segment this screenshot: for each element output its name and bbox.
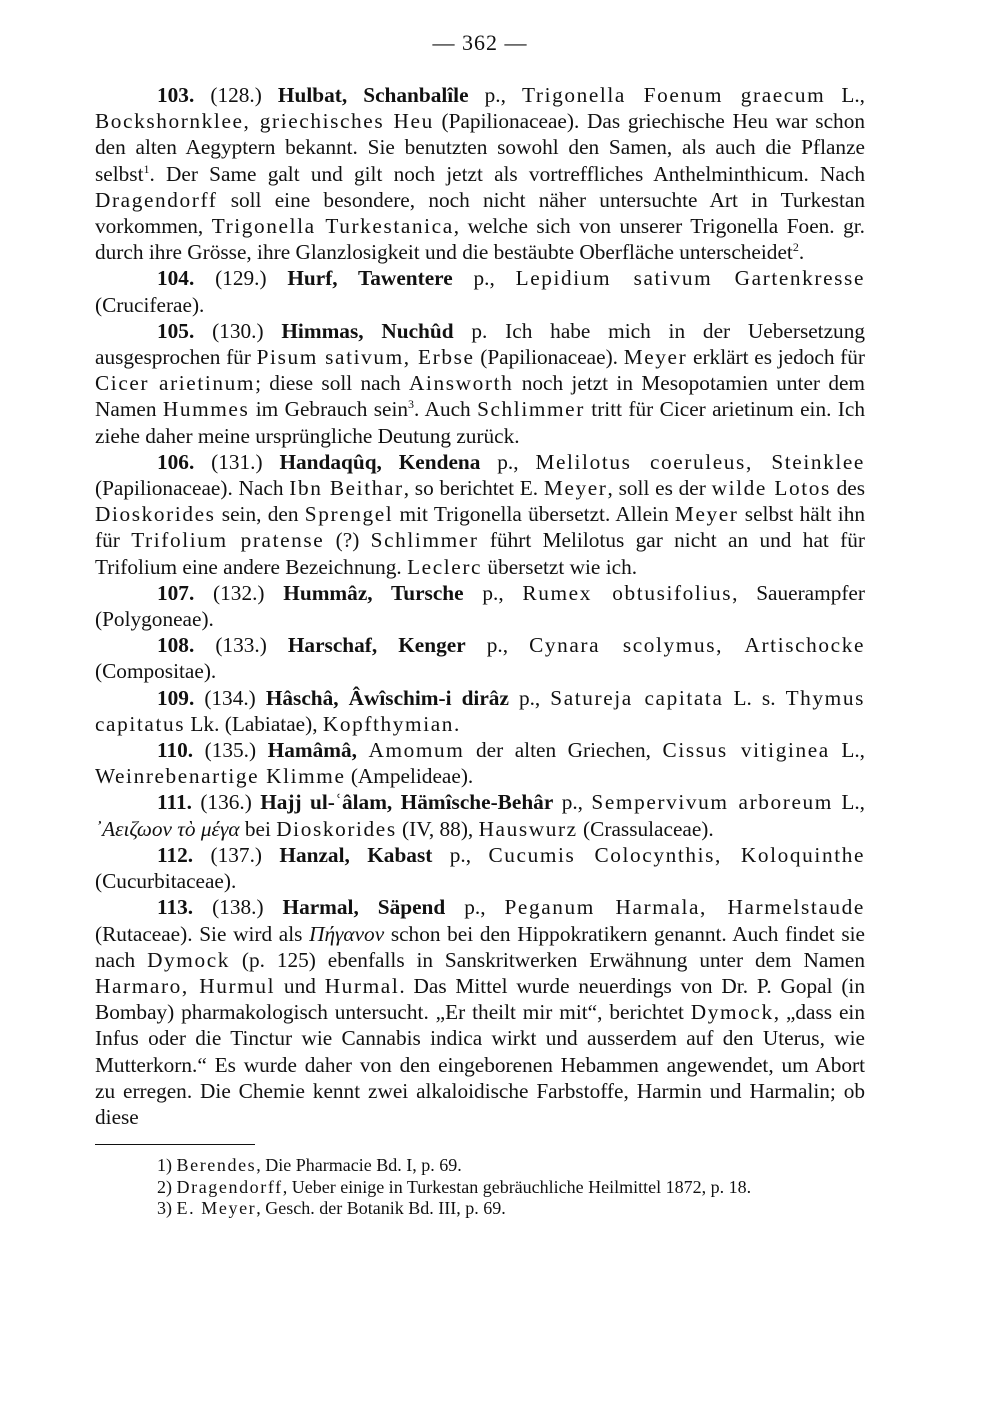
entry-108: 108. (133.) Harschaf, Kenger p., Cynara scolymus, Artischocke (Compositae). [95, 633, 865, 684]
entry-heading: Harmal, Säpend [282, 895, 446, 920]
footnote: 1) Berendes, Die Pharmacie Bd. I, p. 69. [157, 1155, 462, 1176]
entry-heading: Hamâmâ, [267, 738, 357, 763]
entry-107: 107. (132.) Hummâz, Tursche p., Rumex obtusifolius, Sauerampfer (Polygoneae). [95, 580, 865, 632]
entry-heading: Hanzal, Kabast [279, 842, 433, 867]
entry-110: 110. (135.) Hamâmâ, Amomum der alten Griechen, Cissus vitiginea L., Weinrebenartige Klimme (Ampelideae). [95, 738, 865, 789]
entry-103: 103. (128.) Hulbat, Schanbalîle p., Trigonella Foenum graecum L., Bockshornklee, griechisches Heu (Papilionaceae). Das griechische Heu war schon den alten Aegyptern bekannt. Sie benutzten sowohl den Samen, als auch die Pflanze selbst$^1$. Der Same galt und gilt noch jetzt als vortreffliches Anthelminthicum. Nach Dragendorff soll eine besondere, noch nicht näher untersuchte Art in Turkestan vorkommen, Trigonella Turkestanica, welche sich von unserer Trigonella Foen. gr. durch ihre Grösse, ihre Glanzlosigkeit und die bestäubte Oberfläche unterscheidet$^2$. [95, 83, 866, 265]
entry-heading: Hulbat, Schanbalîle [277, 83, 469, 107]
entry-113: 113. (138.) Harmal, Säpend p., Peganum Harmala, Harmelstaude (Rutaceae). Sie wird als Πήγανον schon bei den Hippokratikern genannt. Auch findet sie nach Dymock (p. 125) ebenfalls in Sanskritwerken Erwähnung unter dem Namen Harmaro, Hurmul und Hurmal. Das Mittel wurde neuerdings von Dr. P. Gopal (in Bombay) pharmakologisch untersucht. „Er theilt mir mit“, berichtet Dymock, „dass ein Infus oder die Tinctur wie Cannabis indica wirkt und ausserdem auf den Uterus, wie Mutterkorn.“ Es wurde daher von den eingeborenen Hebammen angewendet, um Abort zu erregen. Die Chemie kennt zwei alkaloidische Farbstoffe, Harmin und Harmalin; ob diese [95, 895, 865, 1129]
page-number: — 362 — [432, 30, 528, 55]
entry-105: 105. (130.) Himmas, Nuchûd p. Ich habe mich in der Uebersetzung ausgesprochen für Pisum sativum, Erbse (Papilionaceae). Meyer erklärt es jedoch für Cicer arietinum; diese soll nach Ainsworth noch jetzt in Mesopotamien unter dem Namen Hummes im Gebrauch sein$^3$. Auch Schlimmer tritt für Cicer arietinum ein. Ich ziehe daher meine ursprüngliche Deutung zurück. [95, 318, 866, 448]
footnote: 2) Dragendorff, Ueber einige in Turkestan gebräuchliche Heilmittel 1872, p. 18. [157, 1176, 752, 1197]
entry-heading: Hurf, Tawentere [287, 266, 453, 291]
entry-heading: Hummâz, Tursche [283, 580, 464, 605]
entry-109: 109. (134.) Hâschâ, Âwîschim-i dirâz p., Satureja capitata L. s. Thymus capitatus Lk. (Labiatae), Kopfthymian. [95, 685, 865, 736]
footnotes [95, 1155, 865, 1220]
entry-heading: Himmas, Nuchûd [281, 318, 454, 343]
entry-112: 112. (137.) Hanzal, Kabast p., Cucumis Colocynthis, Koloquinthe (Cucurbitaceae). [95, 842, 866, 894]
footnote-ref: 1 [143, 161, 150, 176]
greek-term: Πήγανον [309, 921, 385, 946]
footnote: 3) E. Meyer, Gesch. der Botanik Bd. III, p. 69. [157, 1198, 506, 1219]
greek-term: ᾿Αειζωον τὸ μέγα [95, 816, 240, 841]
footnote-divider [95, 1144, 255, 1145]
entry-heading: Handaqûq, Kendena [279, 449, 481, 474]
entry-heading: Hajj ul-ʿâlam, Hämîsche-Behâr [260, 790, 554, 815]
footnote-ref: 2 [792, 240, 799, 255]
entry-111: 111. (136.) Hajj ul-ʿâlam, Hämîsche-Behâr p., Sempervivum arboreum L., ᾿Αειζωον τὸ μέγα bei Dioskorides (IV, 88), Hauswurz (Crassulaceae). [95, 790, 865, 841]
entry-104: 104. (129.) Hurf, Tawentere p., Lepidium sativum Gartenkresse (Cruciferae). [95, 266, 865, 317]
footnote-ref: 3 [408, 397, 415, 412]
page [95, 28, 865, 1220]
entry-106: 106. (131.) Handaqûq, Kendena p., Melilotus coeruleus, Steinklee (Papilionaceae). Nach Ibn Beithar, so berichtet E. Meyer, soll es der wilde Lotos des Dioskorides sein, den Sprengel mit Trigonella übersetzt. Allein Meyer selbst hält ihn für Trifolium pratense (?) Schlimmer führt Melilotus gar nicht an und hat für Trifolium eine andere Bezeichnung. Leclerc übersetzt wie ich. [95, 449, 866, 579]
entry-heading: Hâschâ, Âwîschim-i dirâz [265, 685, 509, 710]
body-text [95, 82, 865, 1130]
entry-heading: Harschaf, Kenger [287, 633, 466, 658]
